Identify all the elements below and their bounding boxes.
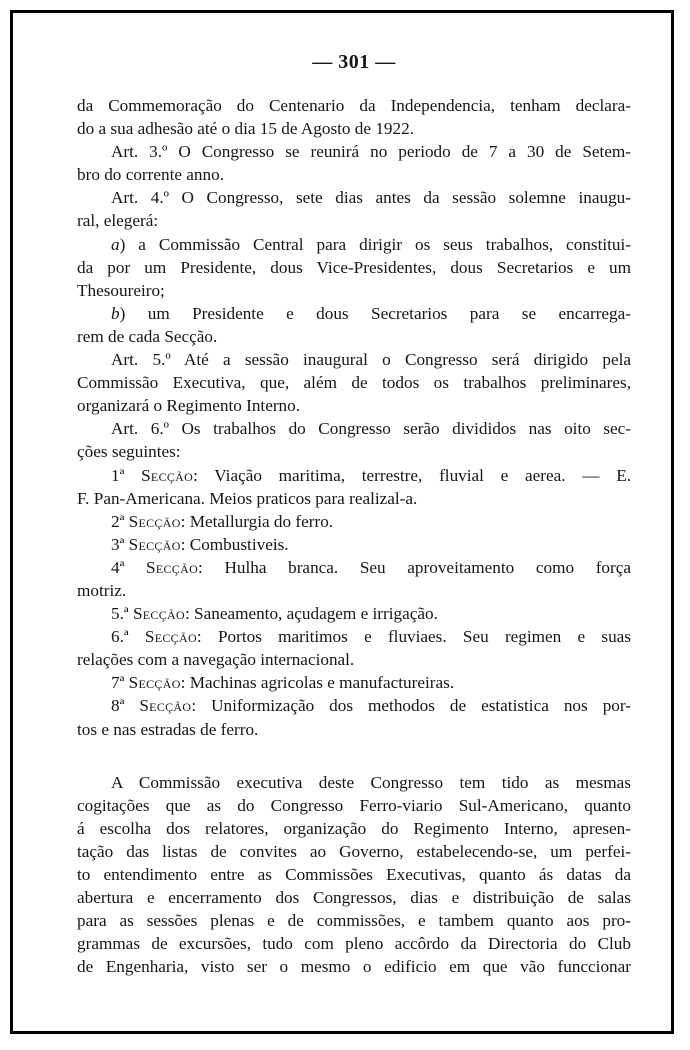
- body-text: [77, 94, 631, 978]
- text-line: da Commemoração do Centenario da Independencia, tenham declara-: [77, 96, 631, 115]
- text-line: rem de cada Secção.: [77, 326, 218, 346]
- text-line: 7ª Secção: Machinas agricolas e manufactureiras.: [111, 673, 455, 693]
- text-line: b) um Presidente e dous Secretarios para se encarrega-: [111, 303, 631, 323]
- text-line: 6.ª Secção: Portos maritimos e fluviaes. Seu regimen e suas: [111, 627, 631, 647]
- text-line: 2ª Secção: Metallurgia do ferro.: [111, 511, 334, 531]
- page-number: — 301 —: [312, 51, 396, 73]
- text-line: bro do corrente anno.: [77, 165, 224, 185]
- text-line: Art. 5.º Até a sessão inaugural o Congresso será dirigido pela: [111, 350, 631, 370]
- text-line: Thesoureiro;: [77, 280, 165, 300]
- text-line: A Commissão executiva deste Congresso tem tido as mesmas: [111, 772, 631, 792]
- text-line: ral, elegerá:: [77, 211, 159, 231]
- text-line: 1ª Secção: Viação maritima, terrestre, fluvial e aerea. — E.: [111, 465, 632, 485]
- text-line: Art. 3.º O Congresso se reunirá no periodo de 7 a 30 de Setem-: [111, 142, 631, 162]
- text-line: relações com a navegação internacional.: [77, 650, 355, 670]
- text-line: abertura e encerramento dos Congressos, dias e distribuição de salas: [77, 888, 631, 908]
- document-page: [77, 51, 631, 978]
- text-line: para as sessões plenas e de commissões, e tambem quanto aos pro-: [77, 911, 631, 931]
- text-line: da por um Presidente, dous Vice-Presidentes, dous Secretarios e um: [77, 257, 631, 277]
- text-line: a) a Commissão Central para dirigir os seus trabalhos, constitui-: [111, 234, 631, 254]
- text-line: 3ª Secção: Combustiveis.: [111, 534, 289, 554]
- text-line: 4ª Secção: Hulha branca. Seu aproveitamento como força: [111, 557, 631, 577]
- text-line: tos e nas estradas de ferro.: [77, 719, 259, 739]
- text-line: F. Pan-Americana. Meios praticos para realizal-a.: [77, 488, 418, 508]
- text-line: ções seguintes:: [77, 442, 181, 462]
- text-line: Commissão Executiva, que, além de todos os trabalhos preliminares,: [77, 373, 631, 393]
- paragraph-gap: [77, 741, 631, 771]
- text-line: Art. 4.º O Congresso, sete dias antes da sessão solemne inaugu-: [111, 188, 631, 208]
- text-line: 8ª Secção: Uniformização dos methodos de estatistica nos por-: [111, 696, 631, 716]
- page-frame: [10, 10, 674, 1034]
- text-line: á escolha dos relatores, organização do Regimento Interno, apresen-: [77, 818, 631, 838]
- text-line: do a sua adhesão até o dia 15 de Agosto de 1922.: [77, 119, 414, 139]
- text-line: motriz.: [77, 580, 127, 600]
- text-line: 5.ª Secção: Saneamento, açudagem e irrigação.: [111, 604, 438, 624]
- text-line: Art. 6.º Os trabalhos do Congresso serão divididos nas oito sec-: [111, 419, 631, 439]
- text-line: organizará o Regimento Interno.: [77, 396, 301, 416]
- text-line: de Engenharia, visto ser o mesmo o edificio em que vão funccionar: [77, 957, 631, 977]
- text-line: grammas de excursões, tudo com pleno accôrdo da Directoria do Club: [77, 934, 631, 954]
- text-line: cogitações que as do Congresso Ferro-viario Sul-Americano, quanto: [77, 795, 631, 815]
- text-line: to entendimento entre as Commissões Executivas, quanto ás datas da: [77, 865, 631, 884]
- text-line: tação das listas de convites ao Governo, estabelecendo-se, um perfei-: [77, 841, 631, 861]
